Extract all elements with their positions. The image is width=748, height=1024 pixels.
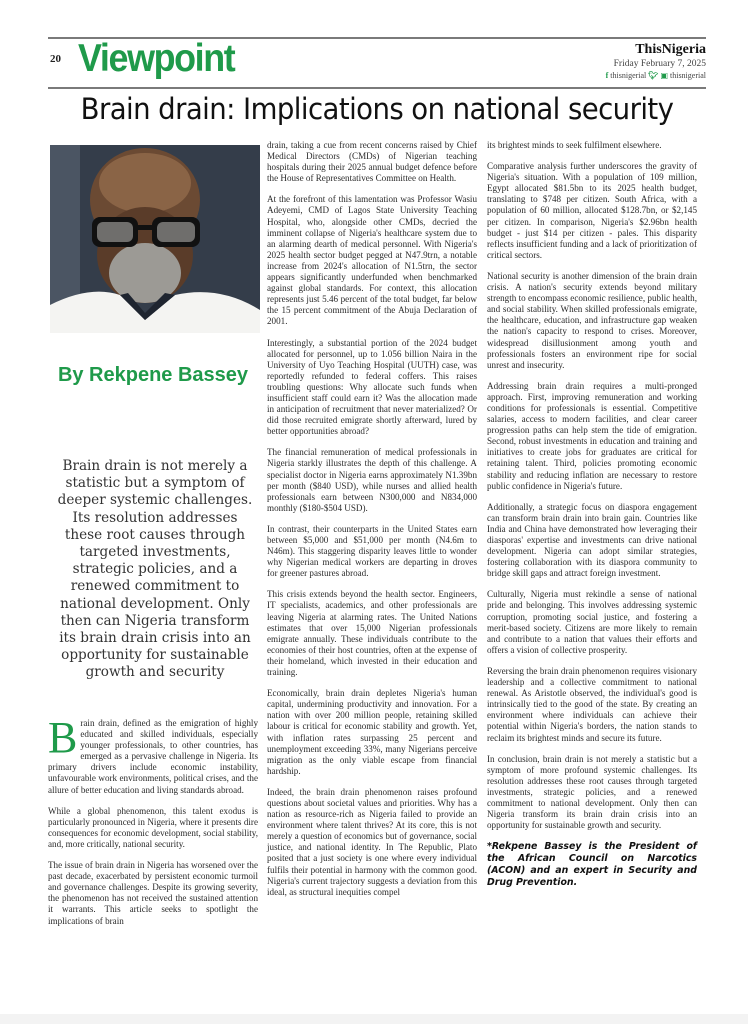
paragraph: Culturally, Nigeria must rekindle a sense of national pride and belonging. This involves addressing systemic corruption, promoting social justice, and fostering a merit-based society. Citizens are more likely to remain and contribute to a nation that values their efforts and offers a vision of collective prosperity. <box>487 589 697 655</box>
drop-cap: B <box>48 713 78 762</box>
paragraph: National security is another dimension of the brain drain crisis. A nation's security extends beyond military strength to encompass economic resilience, public health, and social stability. When skilled professionals emigrate, the healthcare, education, and infrastructure gap weaken the nation's capacity to respond to crises. Moreover, widespread disillusionment among youth and professionals fosters an environment ripe for social unrest and insecurity. <box>487 270 697 370</box>
masthead <box>48 37 706 82</box>
social-handles <box>606 70 706 81</box>
author-byline: By Rekpene Bassey <box>57 364 249 386</box>
paragraph: While a global phenomenon, this talent exodus is particularly pronounced in Nigeria, where it presents dire consequences for economic development, social stability, and, more critically, national security. <box>48 805 258 849</box>
article-column-1 <box>48 713 258 937</box>
paragraph: Interestingly, a substantial portion of the 2024 budget allocated for personnel, up to 1.056 billion Naira in the University of Uyo Teaching Hospital (UUTH) case, was reportedly refunded to federal coffers. This raises troubling questions: Why allocate such funds when insufficient staff could earn it? Was the allocation made in anticipation of recruitment that never materialized? Or did those recruited emigrate shortly afterward, lured by better opportunities abroad? <box>267 337 477 437</box>
paragraph: Addressing brain drain requires a multi-pronged approach. First, improving remuneration and working conditions for professionals is essential. Competitive salaries, access to modern facilities, and clear career progression paths can help stem the tide of emigration. Second, robust investments in education and training and initiatives to create jobs for graduates are critical for retaining talent. Third, policies promoting economic stability and reducing inflation are necessary to restore public confidence in Nigeria's future. <box>487 380 697 491</box>
paragraph: its brightest minds to seek fulfilment elsewhere. <box>487 140 662 150</box>
page-number: 20 <box>50 53 61 65</box>
facebook-icon: f <box>605 71 609 80</box>
headline: Brain drain: Implications on national security <box>80 92 674 126</box>
twitter-icon: 🐦︎ <box>648 71 659 80</box>
paragraph: The issue of brain drain in Nigeria has worsened over the past decade, exacerbated by persistent economic turmoil and governance challenges. Despite its growing severity, the phenomenon has not received the sustained attention it warrants. This article seeks to spotlight the implications of brain <box>48 860 258 926</box>
paragraph: Additionally, a strategic focus on diaspora engagement can transform brain drain into brain gain. Countries like India and China have demonstrated how leveraging their diasporas' expertise and investments can drive national development. Nigeria can adopt similar strategies, fostering collaboration with its diaspora community to bridge skill gaps and attract foreign investment. <box>487 501 697 579</box>
paragraph: At the forefront of this lamentation was Professor Wasiu Adeyemi, CMD of Lagos State University Teaching Hospital, who, alongside other CMDs, decried the imminent collapse of Nigeria's healthcare system due to an alarming dearth of medical personnel. With Nigeria's 2025 health sector budget pegged at N47.9trn, a notable increase from 2024's allocation of N1.5trn, the sector appears significantly underfunded when benchmarked against global standards. For context, this allocation represents just 5.46 percent of the total budget, far below the 15 percent commitment of the Abuja Declaration of 2001. <box>267 194 477 327</box>
instagram-handle: thisnigerial <box>670 71 706 80</box>
page-bottom-margin <box>0 1014 748 1024</box>
author-bio: *Rekpene Bassey is the President of the African Council on Narcotics (ACON) and an expert in Security and Drug Prevention. <box>487 841 697 889</box>
author-photo <box>50 145 260 333</box>
paragraph: Reversing the brain drain phenomenon requires visionary leadership and a collective commitment to national renewal. As Aristotle observed, the individual's good is intrinsically tied to the good of the state. By creating an environment where individuals can achieve their potential within Nigeria's borders, the nation stands to reclaim its brightest minds and secure its future. <box>487 665 697 743</box>
facebook-handle: thisnigerial <box>610 71 647 80</box>
paper-name: ThisNigeria <box>635 42 706 57</box>
article-column-3 <box>487 140 697 899</box>
paragraph: The financial remuneration of medical professionals in Nigeria starkly illustrates the depth of this challenge. A specialist doctor in Nigeria earns approximately N1.39bn per month ($840 USD), while nurses and allied health professionals earn between N300,000 and N834,000 monthly ($180-$504 USD). <box>267 447 477 513</box>
paragraph: Indeed, the brain drain phenomenon raises profound questions about societal values and priorities. Why has a nation as resource-rich as Nigeria failed to provide an environment where talent thrives? At its core, this is not merely a question of economics but of governance, social justice, and national identity. In The Republic, Plato posited that a just society is one where every individual fulfils their potential in harmony with the common good. Nigeria's current trajectory suggests a deviation from this ideal, as structural inequities compel <box>267 786 477 897</box>
author-portrait-illustration <box>50 145 260 333</box>
issue-date: Friday February 7, 2025 <box>613 59 706 69</box>
paragraph: This crisis extends beyond the health sector. Engineers, IT specialists, academics, and other professionals are leaving Nigeria at alarming rates. The United Nations estimates that over 15,000 Nigerian professionals emigrate annually. These individuals contribute to the economies of their host countries, often at the expense of their homeland, which invested in their education and training. <box>267 589 477 678</box>
paragraph: Comparative analysis further underscores the gravity of Nigeria's situation. With a population of 109 million, Egypt allocated $81.5bn to its 2025 health budget, translating to $748 per citizen. South Africa, with a population of 60 million, allocated $128.7bn, or $2,145 per citizen. In comparison, Nigeria's $2.96bn health budget - just $14 per citizen - pales. This disparity reflects insufficient funding and a lack of prioritization of critical sectors. <box>487 161 697 260</box>
paragraph: Brain drain, defined as the emigration of highly educated and skilled individuals, especially younger professionals, to other countries, has emerged as a pervasive challenge in Nigeria. Its primary drivers include economic instability, unfavourable work environments, political crises, and the allure of better education and living standards abroad. <box>48 713 258 795</box>
instagram-icon: ▣ <box>660 71 668 80</box>
paragraph: Economically, brain drain depletes Nigeria's human capital, undermining productivity and innovation. For a nation with over 200 million people, retaining skilled labour is critical for economic stability and growth. Yet, with inflation rates surpassing 25 percent and unemployment exceeding 33%, many Nigerians perceive migration as the only viable escape from financial hardship. <box>267 688 477 776</box>
paragraph: drain, taking a cue from recent concerns raised by Chief Medical Directors (CMDs) of Nigerian teaching hospitals during their 2025 annual budget defence before the House of Representatives Committee on Health. <box>267 140 477 184</box>
paragraph: In conclusion, brain drain is not merely a statistic but a symptom of more profound systemic challenges. Its resolution addresses these root causes through targeted investments, strategic policies, and a renewed commitment to national development. Only then can Nigeria transform its brain drain crisis into an opportunity for sustainable growth and security. <box>487 753 697 831</box>
article-column-2 <box>267 140 477 908</box>
pull-quote: Brain drain is not merely a statistic but a symptom of deeper systemic challenges. Its resolution addresses these root causes through targeted investments, strategic policies, and a renewed commitment to national development. Only then can Nigeria transform its brain drain crisis into an opportunity for sustainable growth and security <box>57 458 253 681</box>
paragraph: In contrast, their counterparts in the United States earn between $5,000 and $51,000 per month (N4.6m to N46m). This staggering disparity leaves little to wonder why Nigerian medical workers are departing in droves for greener pastures abroad. <box>267 523 477 579</box>
paper-info <box>606 42 706 81</box>
masthead-bottom-rule <box>48 87 706 89</box>
section-title: Viewpoint <box>78 37 235 80</box>
